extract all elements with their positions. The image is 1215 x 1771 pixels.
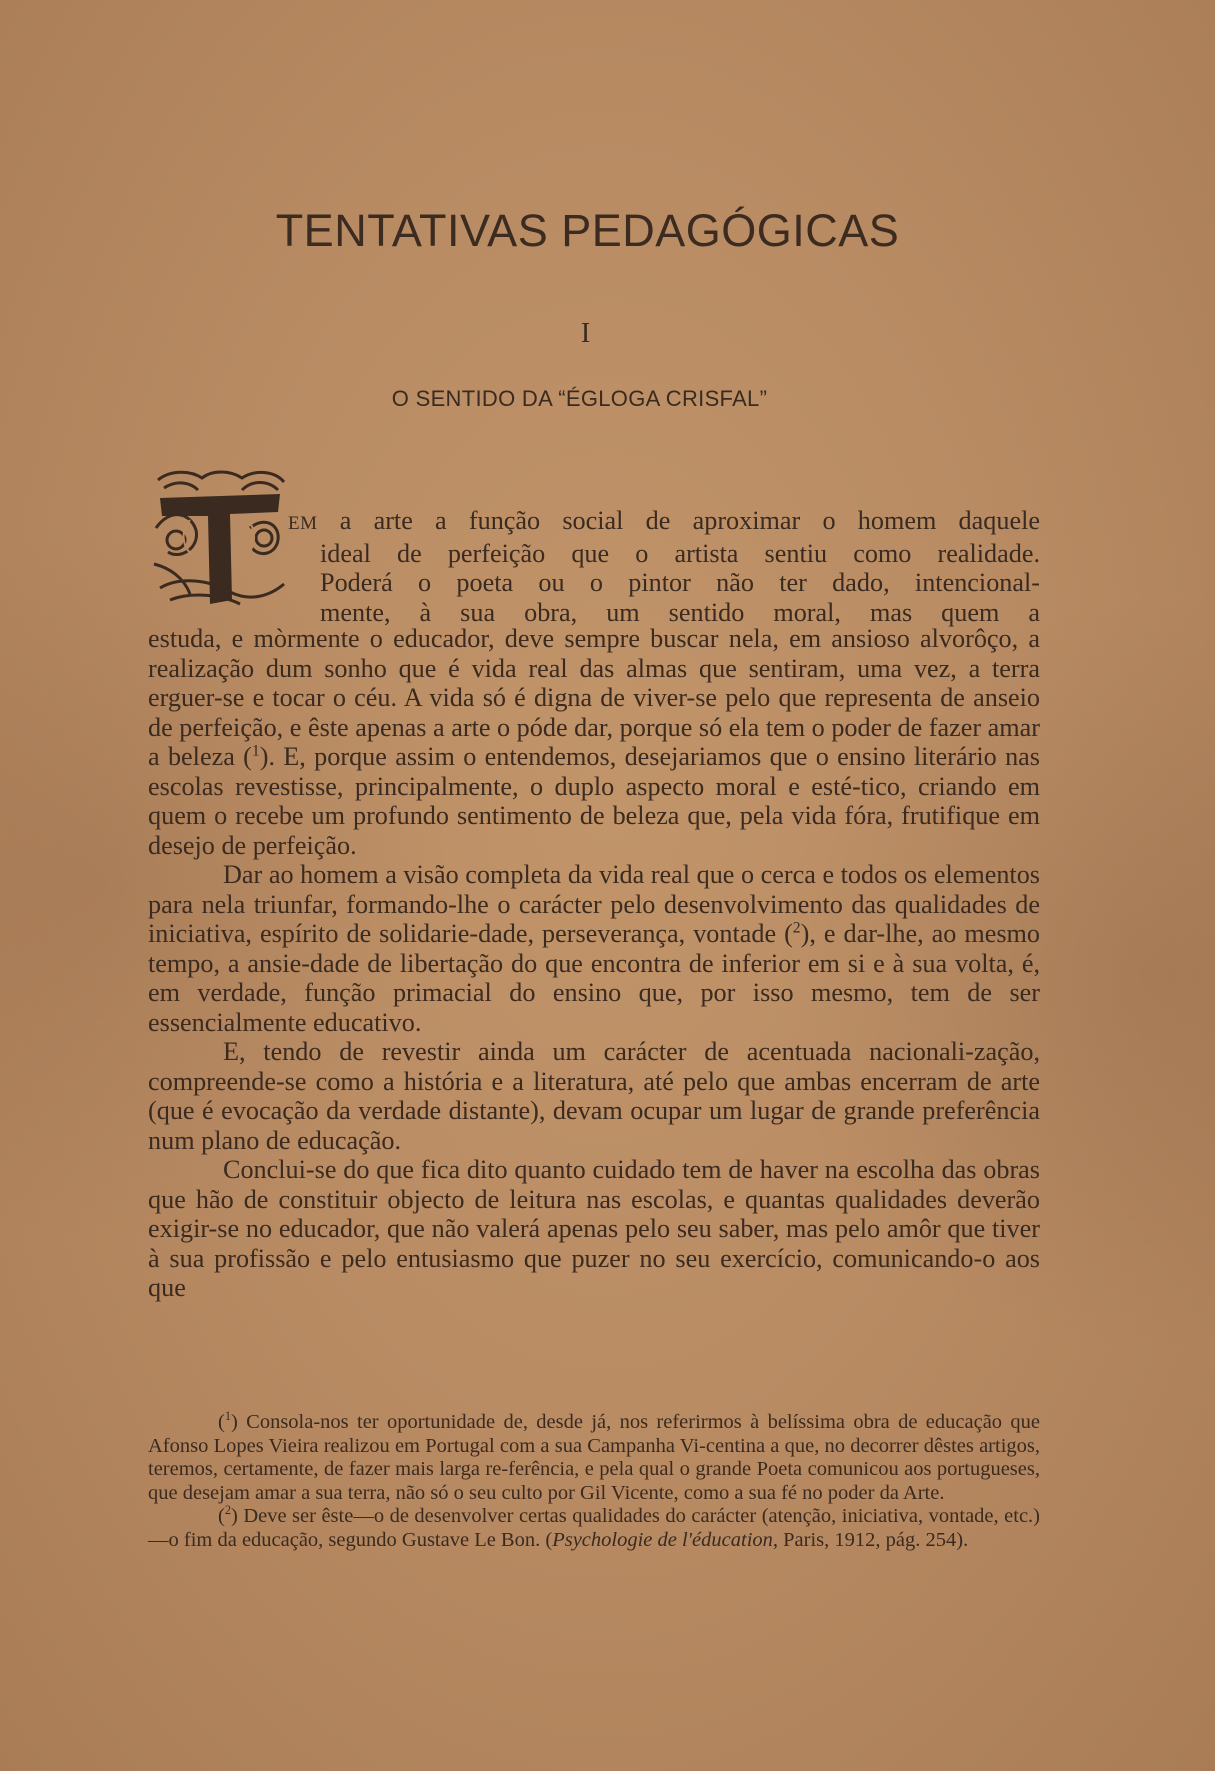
opening-line-3: Poderá o poeta ou o pintor não ter dado, intencional- — [320, 568, 1040, 597]
paragraph-1: estuda, e mòrmente o educador, deve sempre buscar nela, em ansioso alvorôço, a realização dum sonho que é vida real das almas que sentiram, uma vez, a terra erguer-se e tocar o céu. A vida só é digna de viver-se pelo que representa de anseio de perfeição, e êste apenas a arte o póde dar, porque só ela tem o poder de fazer amar a beleza ($^1$). E, porque assim o entendemos, desejariamos que o ensino literário nas escolas revestisse, principalmente, o duplo aspecto moral e esté-tico, criando em quem o recebe um profundo sentimento de beleza que, pela vida fóra, frutifique em desejo de perfeição. — [148, 624, 1040, 860]
opening-lines — [148, 506, 1040, 627]
section-title: O SENTIDO DA “ÉGLOGA CRISFAL” — [391, 386, 768, 411]
paragraph-3: E, tendo de revestir ainda um carácter de acentuada nacionali-zação, compreende-se como a história e a literatura, até pelo que ambas encerram de arte (que é evocação da verdade distante), devam ocupar um lugar de grande preferência num plano de educação. — [148, 1037, 1040, 1155]
opening-line-4: mente, à sua obra, um sentido moral, mas quem a — [320, 597, 1040, 627]
opening-line-2: ideal de perfeição que o artista sentiu como realidade. — [320, 538, 1040, 568]
section-number: I — [580, 318, 591, 349]
paragraph-2: Dar ao homem a visão completa da vida real que o cerca e todos os elementos para nela triunfar, formando-lhe o carácter pelo desenvolvimento das qualidades de iniciativa, espírito de solidarie-dade, perseverança, vontade ($^2$), e dar-lhe, ao mesmo tempo, a ansie-dade de libertação do que encontra de inferior em si e à sua volta, é, em verdade, função primacial do ensino que, por isso mesmo, tem de ser essencialmente educativo. — [148, 860, 1040, 1037]
footnote-ref-2: 2 — [792, 919, 801, 937]
smallcaps-em: EM — [288, 513, 318, 534]
footnote-2: ($^2$) Deve ser êste—o de desenvolver certas qualidades do carácter (atenção, iniciativa, vontade, etc.)—o fim da educação, segundo Gustave Le Bon. (Psychologie de l'éducation, Paris, 1912, pág. 254). — [148, 1503, 1040, 1551]
book-title: Psychologie de l'éducation — [552, 1528, 773, 1551]
footnotes — [148, 1411, 1040, 1552]
paragraph-4: Conclui-se do que fica dito quanto cuidado tem de haver na escolha das obras que hão de constituir objecto de leitura nas escolas, e quantas qualidades deverão exigir-se no educador, que não valerá apenas pelo seu saber, mas pelo amôr que tiver à sua profissão e pelo entusiasmo que puzer no seu exercício, comunicando-o aos que — [148, 1155, 1040, 1302]
page-title: TENTATIVAS PEDAGÓGICAS — [275, 205, 900, 256]
footnote-ref-1: 1 — [251, 742, 260, 760]
opening-line-1: EM a arte a função social de aproximar o homem daquele — [288, 506, 1040, 535]
footnote-1: ($^1$) Consola-nos ter oportunidade de, desde já, nos referirmos à belíssima obra de educação que Afonso Lopes Vieira realizou em Portugal com a sua Campanha Vi-centina a que, no decorrer dêstes artigos, teremos, certamente, de fazer mais larga re-ferência, e pela qual o grande Poeta comunicou aos portugueses, que desejam amar a sua terra, não só o seu culto por Gil Vicente, como a sua fé no poder da Arte. — [148, 1409, 1040, 1504]
body-text — [148, 624, 1040, 1303]
